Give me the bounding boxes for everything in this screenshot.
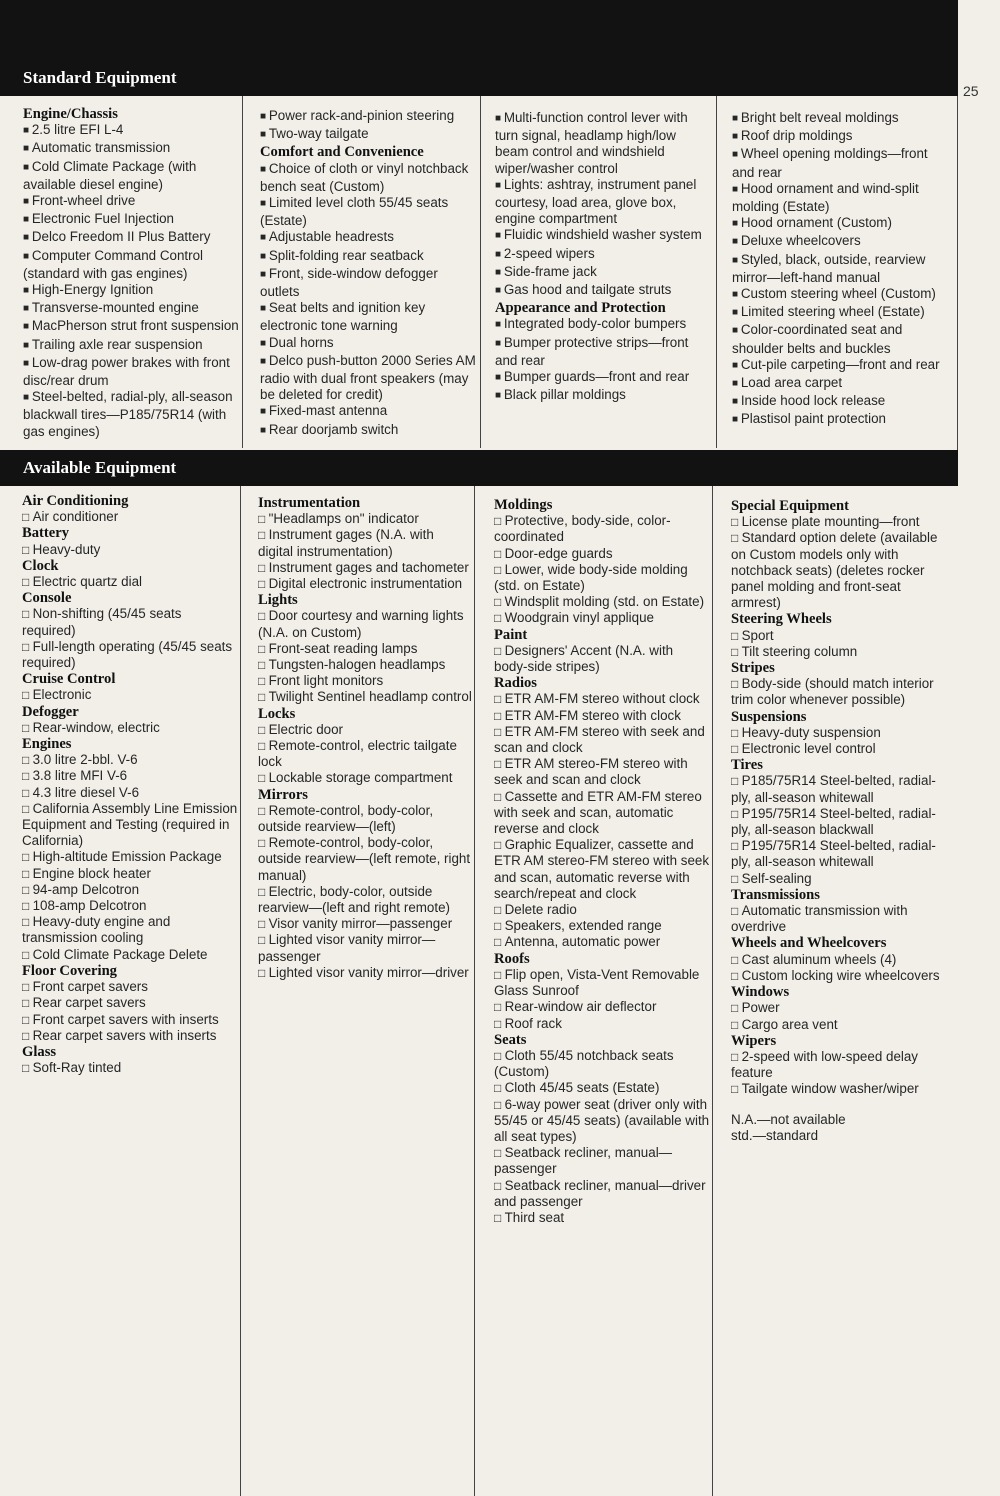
option-item: □ Electric, body-color, outside rearview—(left and right remote) — [258, 884, 472, 916]
category-heading: Paint — [494, 626, 528, 643]
option-item: □ ETR AM-FM stereo with clock — [494, 708, 710, 724]
standard-item: ■ Fixed-mast antenna — [260, 403, 478, 421]
standard-item: ■ Deluxe wheelcovers — [732, 233, 952, 251]
standard-item: ■ Hood ornament and wind-split molding (Estate) — [732, 181, 952, 215]
option-item: □ Door-edge guards — [494, 546, 710, 562]
option-item: □ Lockable storage compartment — [258, 770, 472, 786]
category-heading: Mirrors — [258, 786, 308, 803]
standard-item: ■ Two-way tailgate — [260, 126, 478, 144]
avail-divider-2 — [474, 486, 475, 1496]
category-heading: Engine/Chassis — [23, 106, 118, 122]
option-item: □ Front carpet savers with inserts — [22, 1012, 238, 1028]
option-item: □ 108-amp Delcotron — [22, 898, 238, 914]
available-column-2 — [258, 495, 472, 981]
option-item: □ Sport — [731, 628, 951, 644]
option-item: □ ETR AM-FM stereo without clock — [494, 691, 710, 707]
option-item: □ Remote-control, body-color, outside rearview—(left remote, right manual) — [258, 835, 472, 884]
option-item: □ Windsplit molding (std. on Estate) — [494, 594, 710, 610]
category-heading: Cruise Control — [22, 671, 116, 688]
option-item: □ Door courtesy and warning lights (N.A. on Custom) — [258, 608, 472, 640]
standard-item: ■ Electronic Fuel Injection — [23, 211, 241, 229]
category-heading: Radios — [494, 675, 537, 692]
category-heading: Suspensions — [731, 708, 807, 725]
standard-item: ■ Limited level cloth 55/45 seats (Estate) — [260, 195, 478, 229]
standard-item: ■ Adjustable headrests — [260, 229, 478, 247]
option-item: □ Rear carpet savers — [22, 995, 238, 1011]
right-edge-line — [957, 96, 958, 450]
option-item: □ Electronic — [22, 687, 238, 703]
option-item: □ 3.8 litre MFI V-6 — [22, 768, 238, 784]
standard-item: ■ Lights: ashtray, instrument panel courtesy, load area, glove box, engine compartment — [495, 177, 713, 228]
standard-column-2 — [260, 108, 478, 440]
standard-equipment-header — [0, 60, 958, 96]
option-item: □ Remote-control, body-color, outside rearview—(left) — [258, 803, 472, 835]
standard-item: ■ Plastisol paint protection — [732, 411, 952, 429]
option-item: □ Protective, body-side, color-coordinated — [494, 513, 710, 545]
standard-item: ■ Power rack-and-pinion steering — [260, 108, 478, 126]
category-heading: Transmissions — [731, 886, 820, 903]
option-item: □ Heavy-duty — [22, 542, 238, 558]
category-heading: Battery — [22, 525, 70, 542]
avail-divider-3 — [712, 486, 713, 1496]
option-item: □ Heavy-duty engine and transmission cooling — [22, 914, 238, 946]
standard-item: ■ High-Energy Ignition — [23, 282, 241, 300]
standard-item: ■ Color-coordinated seat and shoulder belts and buckles — [732, 322, 952, 356]
option-item: □ Electric quartz dial — [22, 574, 238, 590]
option-item: □ Visor vanity mirror—passenger — [258, 916, 472, 932]
option-item: □ Delete radio — [494, 902, 710, 918]
standard-item: ■ Cut-pile carpeting—front and rear — [732, 357, 952, 375]
page-number: 25 — [963, 83, 979, 99]
standard-column-3 — [495, 110, 713, 405]
standard-item: ■ Computer Command Control (standard with gas engines) — [23, 248, 241, 282]
category-heading: Lights — [258, 592, 298, 609]
standard-item: ■ 2.5 litre EFI L-4 — [23, 122, 241, 140]
standard-item: ■ Custom steering wheel (Custom) — [732, 286, 952, 304]
option-item: □ Electric door — [258, 722, 472, 738]
spacer — [731, 1098, 951, 1112]
standard-item: ■ Multi-function control lever with turn signal, headlamp high/low beam control and windshield wiper/washer control — [495, 110, 713, 177]
option-item: □ Rear-window air deflector — [494, 999, 710, 1015]
option-item: □ P195/75R14 Steel-belted, radial-ply, all-season whitewall — [731, 838, 951, 870]
option-item: □ Front-seat reading lamps — [258, 641, 472, 657]
standard-item: ■ Choice of cloth or vinyl notchback bench seat (Custom) — [260, 161, 478, 195]
option-item: □ California Assembly Line Emission Equipment and Testing (required in California) — [22, 801, 238, 850]
standard-item: ■ Bright belt reveal moldings — [732, 110, 952, 128]
option-item: □ Standard option delete (available on Custom models only with notchback seats) (deletes rocker panel molding and front-seat armrest) — [731, 530, 951, 611]
available-equipment-title: Available Equipment — [23, 458, 177, 477]
option-item: □ Digital electronic instrumentation — [258, 576, 472, 592]
option-item: □ License plate mounting—front — [731, 514, 951, 530]
option-item: □ Seatback recliner, manual—driver and passenger — [494, 1178, 710, 1210]
standard-item: ■ Trailing axle rear suspension — [23, 337, 241, 355]
standard-item: ■ Inside hood lock release — [732, 393, 952, 411]
standard-item: ■ Wheel opening moldings—front and rear — [732, 146, 952, 180]
option-item: □ 4.3 litre diesel V-6 — [22, 785, 238, 801]
option-item: □ Flip open, Vista-Vent Removable Glass Sunroof — [494, 967, 710, 999]
option-item: □ Soft-Ray tinted — [22, 1060, 238, 1076]
option-item: □ P195/75R14 Steel-belted, radial-ply, all-season blackwall — [731, 806, 951, 838]
option-item: □ 94-amp Delcotron — [22, 882, 238, 898]
standard-item: ■ Rear doorjamb switch — [260, 422, 478, 440]
avail-divider-1 — [240, 486, 241, 1496]
category-heading: Special Equipment — [731, 498, 849, 514]
option-item: □ Third seat — [494, 1210, 710, 1226]
available-equipment-header — [0, 450, 958, 486]
option-item: □ Front carpet savers — [22, 979, 238, 995]
category-heading: Air Conditioning — [22, 493, 129, 509]
standard-item: ■ Split-folding rear seatback — [260, 248, 478, 266]
category-heading: Steering Wheels — [731, 611, 832, 628]
standard-item: ■ Hood ornament (Custom) — [732, 215, 952, 233]
standard-item: ■ MacPherson strut front suspension — [23, 318, 241, 336]
standard-item: ■ Styled, black, outside, rearview mirror—left-hand manual — [732, 252, 952, 286]
category-heading: Tires — [731, 757, 763, 774]
footnote: std.—standard — [731, 1127, 819, 1143]
category-heading: Appearance and Protection — [495, 300, 666, 317]
option-item: □ Tailgate window washer/wiper — [731, 1081, 951, 1097]
option-item: □ Speakers, extended range — [494, 918, 710, 934]
option-item: □ Cassette and ETR AM-FM stereo with seek and scan, automatic reverse and clock — [494, 789, 710, 838]
category-heading: Floor Covering — [22, 962, 117, 979]
option-item: □ Remote-control, electric tailgate lock — [258, 738, 472, 770]
standard-column-4 — [732, 110, 952, 430]
option-item: □ ETR AM-FM stereo with seek and scan and clock — [494, 724, 710, 756]
option-item: □ Instrument gages and tachometer — [258, 560, 472, 576]
category-heading: Roofs — [494, 950, 530, 967]
standard-item: ■ Load area carpet — [732, 375, 952, 393]
option-item: □ Lower, wide body-side molding (std. on Estate) — [494, 562, 710, 594]
category-heading: Engines — [22, 736, 72, 753]
option-item: □ Lighted visor vanity mirror—passenger — [258, 932, 472, 964]
standard-item: ■ Fluidic windshield washer system — [495, 227, 713, 245]
standard-item: ■ 2-speed wipers — [495, 246, 713, 264]
option-item: □ High-altitude Emission Package — [22, 849, 238, 865]
standard-item: ■ Steel-belted, radial-ply, all-season blackwall tires—P185/75R14 (with gas engines) — [23, 389, 241, 440]
std-divider-2 — [480, 96, 481, 448]
option-item: □ Tilt steering column — [731, 644, 951, 660]
category-heading: Seats — [494, 1031, 527, 1048]
option-item: □ Cloth 45/45 seats (Estate) — [494, 1080, 710, 1096]
category-heading: Moldings — [494, 497, 553, 513]
standard-item: ■ Bumper protective strips—front and rear — [495, 335, 713, 369]
category-heading: Glass — [22, 1043, 57, 1060]
option-item: □ Self-sealing — [731, 871, 951, 887]
option-item: □ Rear carpet savers with inserts — [22, 1028, 238, 1044]
standard-item: ■ Low-drag power brakes with front disc/rear drum — [23, 355, 241, 389]
option-item: □ Roof rack — [494, 1016, 710, 1032]
option-item: □ Air conditioner — [22, 509, 238, 525]
standard-item: ■ Dual horns — [260, 335, 478, 353]
option-item: □ Designers' Accent (N.A. with body-side stripes) — [494, 643, 710, 675]
category-heading: Clock — [22, 557, 59, 574]
option-item: □ Front light monitors — [258, 673, 472, 689]
std-divider-1 — [242, 96, 243, 448]
option-item: □ Tungsten-halogen headlamps — [258, 657, 472, 673]
standard-column-1 — [23, 106, 241, 440]
available-column-4 — [731, 498, 951, 1144]
option-item: □ "Headlamps on" indicator — [258, 511, 472, 527]
option-item: □ Full-length operating (45/45 seats required) — [22, 639, 238, 671]
standard-item: ■ Cold Climate Package (with available diesel engine) — [23, 159, 241, 193]
option-item: □ Custom locking wire wheelcovers — [731, 968, 951, 984]
option-item: □ Seatback recliner, manual—passenger — [494, 1145, 710, 1177]
available-column-3 — [494, 497, 710, 1226]
category-heading: Wipers — [731, 1032, 777, 1049]
option-item: □ 6-way power seat (driver only with 55/45 or 45/45 seats) (available with all seat types) — [494, 1097, 710, 1146]
standard-item: ■ Side-frame jack — [495, 264, 713, 282]
option-item: □ Automatic transmission with overdrive — [731, 903, 951, 935]
option-item: □ Non-shifting (45/45 seats required) — [22, 606, 238, 638]
standard-item: ■ Gas hood and tailgate struts — [495, 282, 713, 300]
standard-item: ■ Automatic transmission — [23, 140, 241, 158]
category-heading: Instrumentation — [258, 495, 361, 511]
category-heading: Defogger — [22, 703, 79, 720]
standard-item: ■ Transverse-mounted engine — [23, 300, 241, 318]
available-column-1 — [22, 493, 238, 1076]
category-heading: Locks — [258, 705, 296, 722]
option-item: □ Body-side (should match interior trim color whenever possible) — [731, 676, 951, 708]
category-heading: Windows — [731, 984, 790, 1001]
standard-item: ■ Delco push-button 2000 Series AM radio with dual front speakers (may be deleted for credit) — [260, 353, 478, 404]
option-item: □ Twilight Sentinel headlamp control — [258, 689, 472, 705]
standard-item: ■ Bumper guards—front and rear — [495, 369, 713, 387]
category-heading: Stripes — [731, 660, 775, 677]
standard-item: ■ Roof drip moldings — [732, 128, 952, 146]
standard-item: ■ Seat belts and ignition key electronic tone warning — [260, 300, 478, 334]
option-item: □ Antenna, automatic power — [494, 934, 710, 950]
standard-item: ■ Integrated body-color bumpers — [495, 316, 713, 334]
option-item: □ Lighted visor vanity mirror—driver — [258, 965, 472, 981]
standard-item: ■ Black pillar moldings — [495, 387, 713, 405]
standard-equipment-title: Standard Equipment — [23, 68, 177, 87]
category-heading: Wheels and Wheelcovers — [731, 935, 887, 952]
option-item: □ ETR AM stereo-FM stereo with seek and scan and clock — [494, 756, 710, 788]
option-item: □ 2-speed with low-speed delay feature — [731, 1049, 951, 1081]
standard-item: ■ Delco Freedom II Plus Battery — [23, 229, 241, 247]
standard-item: ■ Limited steering wheel (Estate) — [732, 304, 952, 322]
option-item: □ Engine block heater — [22, 866, 238, 882]
option-item: □ P185/75R14 Steel-belted, radial-ply, all-season whitewall — [731, 773, 951, 805]
option-item: □ Power — [731, 1000, 951, 1016]
option-item: □ Graphic Equalizer, cassette and ETR AM stereo-FM stereo with seek and scan, automatic reverse with search/repeat and clock — [494, 837, 710, 902]
option-item: □ Electronic level control — [731, 741, 951, 757]
footnote: N.A.—not available — [731, 1111, 846, 1127]
option-item: □ Woodgrain vinyl applique — [494, 610, 710, 626]
std-divider-3 — [716, 96, 717, 448]
option-item: □ Cast aluminum wheels (4) — [731, 952, 951, 968]
option-item: □ Cargo area vent — [731, 1017, 951, 1033]
category-heading: Comfort and Convenience — [260, 144, 424, 161]
category-heading: Console — [22, 590, 72, 607]
option-item: □ Cloth 55/45 notchback seats (Custom) — [494, 1048, 710, 1080]
option-item: □ Cold Climate Package Delete — [22, 947, 238, 963]
top-black-bar — [0, 0, 958, 62]
standard-item: ■ Front-wheel drive — [23, 193, 241, 211]
option-item: □ Rear-window, electric — [22, 720, 238, 736]
standard-item: ■ Front, side-window defogger outlets — [260, 266, 478, 300]
option-item: □ Instrument gages (N.A. with digital instrumentation) — [258, 527, 472, 559]
option-item: □ 3.0 litre 2-bbl. V-6 — [22, 752, 238, 768]
option-item: □ Heavy-duty suspension — [731, 725, 951, 741]
